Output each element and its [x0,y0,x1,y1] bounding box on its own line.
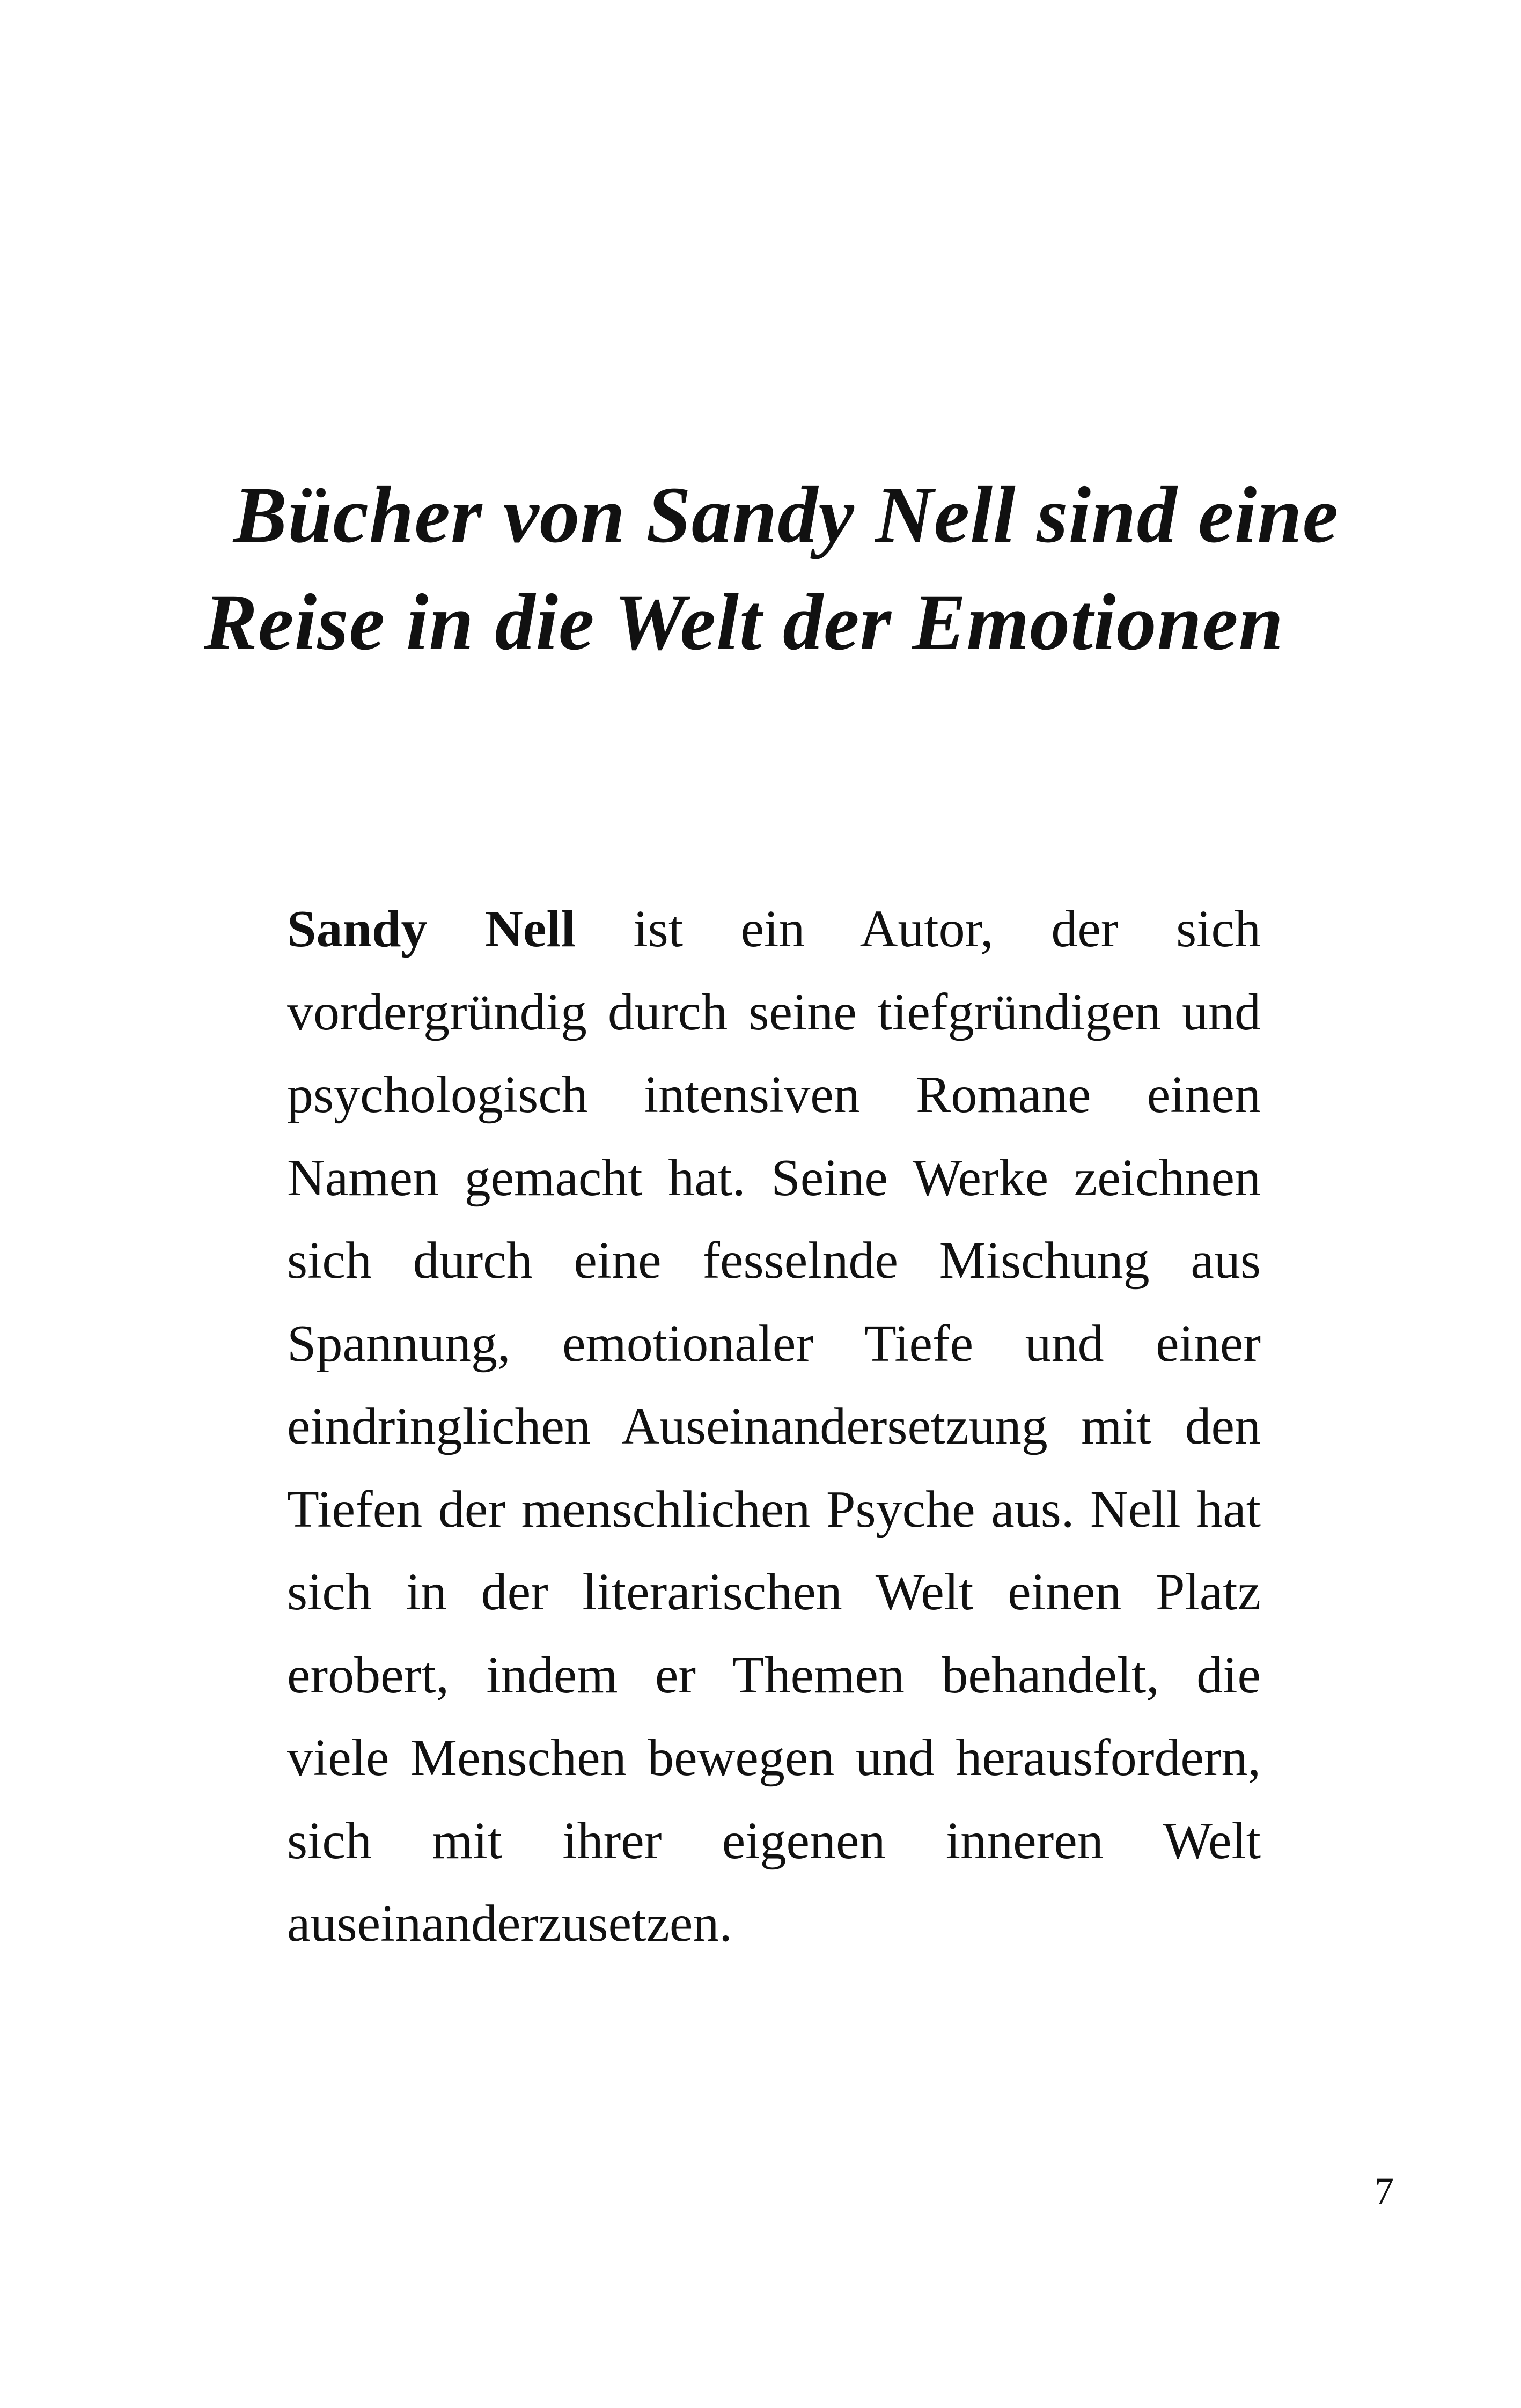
chapter-title-line-2: Reise in die Welt der Emotionen [204,578,1284,667]
page-number: 7 [1375,2170,1394,2213]
author-name: Sandy Nell [287,900,576,958]
body-paragraph-text: ist ein Autor, der sich vordergründig durch seine tiefgründigen und psychologisch intensiven Romane einen Namen gemacht hat. Seine Werke zeichnen sich durch eine fesselnde Mischung aus Spannung, emotionaler Tiefe und einer eindringlichen Auseinandersetzung mit den Tiefen der menschlichen Psyche aus. Nell hat sich in der literarischen Welt einen Platz erobert, indem er Themen behandelt, die viele Menschen bewegen und herausfordern, sich mit ihrer eigenen inneren Welt auseinanderzusetzen. [287,900,1261,1953]
chapter-title-line-1: Bücher von Sandy Nell sind eine [233,470,1339,559]
body-paragraph [287,888,1261,1965]
chapter-title [204,461,1406,676]
